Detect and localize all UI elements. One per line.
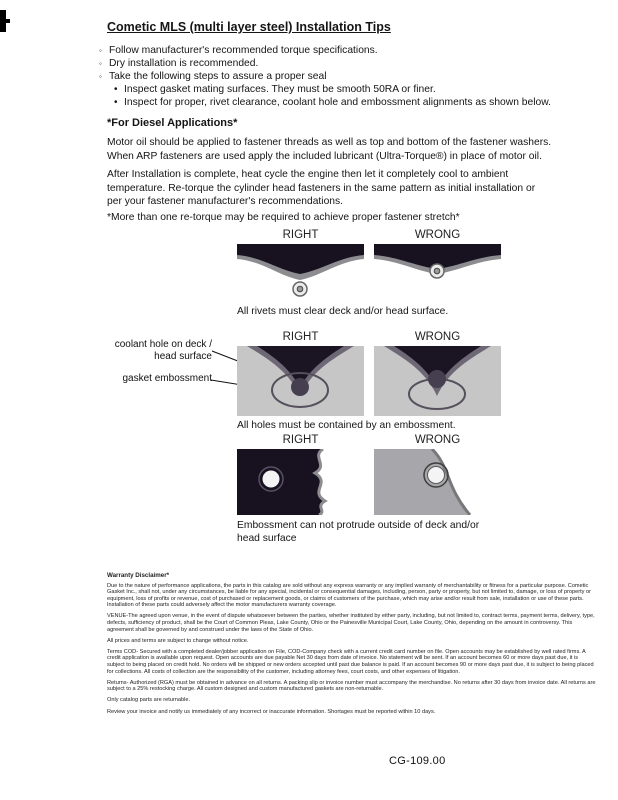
bolt-hole bbox=[263, 471, 280, 488]
row3-right-label: RIGHT bbox=[282, 434, 319, 446]
sub-tip-text: Inspect gasket mating surfaces. They must be smooth 50RA or finer. bbox=[124, 84, 436, 95]
registration-tick bbox=[6, 19, 10, 23]
figure-rivet-wrong bbox=[374, 244, 501, 300]
disclaimer-paragraph: Due to the nature of performance applications, the parts in this catalog are sold without any express warranty or any implied warranty of merchantability or fitness for a particular purpose. Cometic Gasket Inc., shall not, under any circumstances, be liable for any special, incidental or consequential damages, including, person, party or property, but not limited to, damage, or loss of property or equipment, loss of profits or revenue, cost of purchased or replacement goods, or claims of customers of the purchase, which may arise and/or result from sale, installation or use of these parts. Installation of these parts could adversely affect the motor manufacturers warranty coverage. bbox=[107, 582, 592, 609]
sub-bullet-icon: • bbox=[114, 84, 118, 95]
row2-wrong-label: WRONG bbox=[414, 331, 461, 343]
tip-text: Follow manufacturer's recommended torque specifications. bbox=[109, 45, 378, 56]
disclaimer-paragraph: All prices and terms are subject to change without notice. bbox=[107, 637, 249, 644]
annotation-gasket-embossment: gasket embossment bbox=[122, 373, 212, 384]
disclaimer-paragraph: Only catalog parts are returnable. bbox=[107, 697, 191, 704]
sub-bullet-icon: • bbox=[114, 97, 118, 108]
disclaimer-heading: Warranty Disclaimer* bbox=[107, 572, 170, 579]
coolant-hole bbox=[291, 378, 309, 396]
diesel-paragraph-2: After Installation is complete, heat cycle the engine then let it completely cool to ambient temperature. Re-torque the cylinder head fasteners in the same pattern as initial installation or per your fastener manufacturer's recommendations. bbox=[107, 169, 536, 207]
figure-caption-protrude: Embossment can not protrude outside of deck and/or head surface bbox=[237, 520, 480, 544]
figure-embossment-right bbox=[237, 346, 364, 416]
tip-text: Take the following steps to assure a proper seal bbox=[109, 71, 327, 82]
warranty-disclaimer bbox=[107, 573, 597, 720]
annotation-coolant-hole: coolant hole on deck / head surface bbox=[114, 339, 212, 362]
disclaimer-paragraph: VENUE-The agreed upon venue, in the event of dispute whatsoever between the parties, whether instituted by either party, including, but not limited to, contract terms, payment terms, delivery, type, defects, sufficiency of product, shall be the Court of Common Pleas, Lake County, Ohio or the Painesville Municipal Court, Lake County, Ohio, depending on the amount in controversy. This agreement shall be governed by and construed under the laws of the State of Ohio. bbox=[107, 613, 595, 633]
figure-deck-wrong bbox=[374, 449, 501, 515]
row2-right-label: RIGHT bbox=[282, 331, 319, 343]
sub-tip-text: Inspect for proper, rivet clearance, coolant hole and embossment alignments as shown below. bbox=[124, 97, 551, 108]
sub-tip-item bbox=[99, 96, 589, 109]
disclaimer-paragraph: Returns- Authorized (RGA) must be obtained in advance on all returns. A packing slip or invoice number must accompany the merchandise. No returns after 30 days from invoice date. All returns are subject to a 25% restocking charge. All custom designed and custom manufactured gaskets are non-returnable. bbox=[107, 679, 596, 693]
bullet-icon: ◦ bbox=[99, 72, 102, 81]
diesel-applications-heading: *For Diesel Applications* bbox=[107, 117, 238, 129]
tips-list bbox=[99, 44, 589, 109]
sub-tip-item bbox=[99, 83, 589, 96]
retorque-note: *More than one re-torque may be required to achieve proper fastener stretch* bbox=[107, 212, 460, 223]
tip-text: Dry installation is recommended. bbox=[109, 58, 259, 69]
tip-item bbox=[99, 44, 589, 57]
bullet-icon: ◦ bbox=[99, 59, 102, 68]
row1-right-label: RIGHT bbox=[282, 229, 319, 241]
disclaimer-paragraph: Review your invoice and notify us immediately of any incorrect or inaccurate information. Shortages must be reported within 10 days. bbox=[107, 708, 436, 715]
row3-wrong-label: WRONG bbox=[414, 434, 461, 446]
tip-item bbox=[99, 57, 589, 70]
row1-wrong-label: WRONG bbox=[414, 229, 461, 241]
catalog-page-code: CG-109.00 bbox=[389, 755, 446, 767]
diesel-paragraph-1: Motor oil should be applied to fastener threads as well as top and bottom of the fastener washers. When ARP fasteners are used apply the included lubricant (Ultra-Torque®) in place of motor oil. bbox=[107, 137, 552, 162]
print-registration-mark bbox=[0, 10, 10, 32]
figure-embossment-wrong bbox=[374, 346, 501, 416]
tip-item bbox=[99, 70, 589, 83]
page-title: Cometic MLS (multi layer steel) Installation Tips bbox=[107, 20, 391, 34]
coolant-hole bbox=[428, 370, 446, 388]
bullet-icon: ◦ bbox=[99, 46, 102, 55]
figure-deck-right bbox=[237, 449, 364, 515]
disclaimer-paragraph: Terms COD- Secured with a completed dealer/jobber application on File, COD-Company check with a current credit card number on file. Open accounts may be established by well rated firms. A credit application is available upon request. Open accounts are due payable Net 30 days from date of invoice. No statement will be sent. If an account becomes 60 or more days past due, it is subject to being placed on credit hold. No orders will be shipped or new orders accepted until past due balance is paid. If an account becomes 90 or more days past due, it is subject to being placed for collections. All costs of collection are the responsibility of the customer, including attorney fees, court costs, and other expenses of litigation. bbox=[107, 648, 594, 675]
figure-caption-holes: All holes must be contained by an embossment. bbox=[237, 420, 456, 431]
figure-rivet-right bbox=[237, 244, 364, 300]
figure-caption-rivets: All rivets must clear deck and/or head surface. bbox=[237, 306, 449, 317]
bolt-hole bbox=[428, 467, 445, 484]
